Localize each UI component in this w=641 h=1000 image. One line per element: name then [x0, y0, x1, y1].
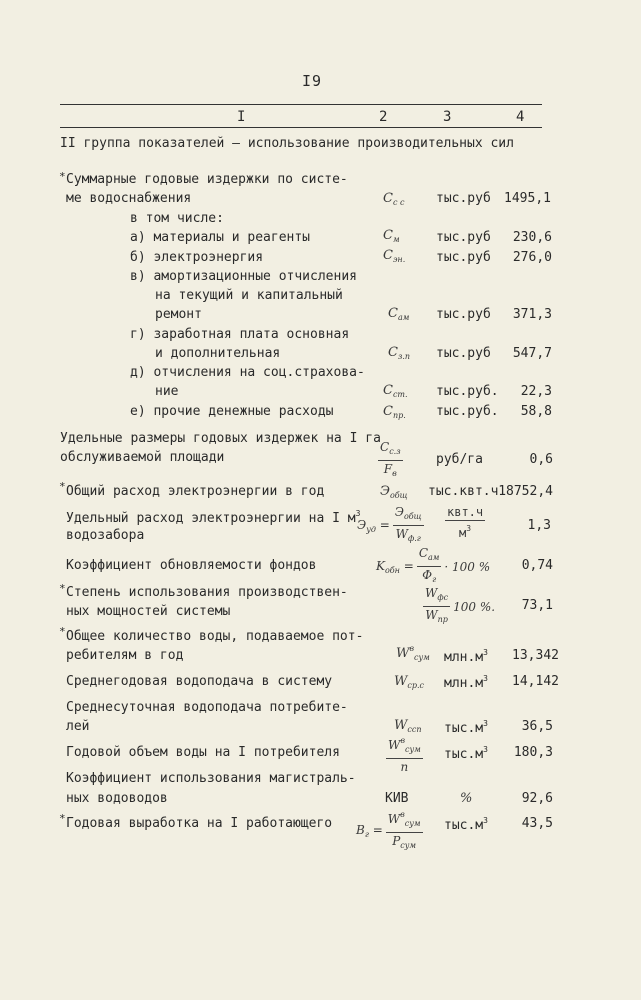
footnote-mark: *: [59, 812, 66, 825]
row-symbol: $C_{c c}$: [383, 191, 405, 207]
row-unit: тыс.руб.: [436, 404, 499, 419]
row-unit: тыс.руб: [436, 230, 491, 245]
row-label: Суммарные годовые издержки по систе-: [66, 172, 348, 187]
formula-expression: $B_г$ = $\frac{W^в_{сум}}{P_{сум}}$: [356, 810, 421, 850]
row-label: водозабора: [66, 528, 145, 543]
row-label: обслуживаемой площади: [60, 450, 225, 465]
row-label: ных водоводов: [66, 791, 168, 806]
row-label: а) материалы и реагенты: [130, 230, 311, 245]
row-symbol: $C_м$: [383, 228, 400, 244]
row-value: 73,1: [521, 598, 553, 613]
row-label: ных мощностей системы: [66, 604, 231, 619]
row-unit: $тыс.м^3$: [444, 745, 488, 762]
row-value: 0,6: [529, 452, 553, 467]
row-label: Удельный расход электроэнергии на I $м^3$: [66, 509, 361, 526]
row-unit: тыс.руб: [436, 346, 491, 361]
row-unit: $тыс.м^3$: [444, 719, 488, 736]
row-value: 22,3: [520, 384, 552, 399]
row-value: 0,74: [521, 558, 553, 573]
row-value: 58,8: [520, 404, 552, 419]
row-value: 180,3: [513, 745, 553, 760]
unit-fraction: квт.ч $м^3$: [447, 505, 484, 540]
formula-fraction: $W^в_{сум}$ n: [388, 736, 421, 774]
row-label: ние: [155, 384, 179, 399]
row-value: 92,6: [521, 791, 553, 806]
row-unit: тыс.руб: [436, 191, 491, 206]
page-number: I9: [302, 72, 323, 90]
row-symbol: $W_{ссп}$: [394, 718, 422, 734]
row-label: Коэффициент использования магистраль-: [66, 771, 356, 786]
row-label: в том числе:: [130, 211, 224, 226]
row-unit: %: [460, 791, 473, 806]
column-header-4: 4: [516, 109, 525, 125]
row-symbol: КИВ: [385, 791, 409, 806]
row-unit: $тыс.м^3$: [444, 816, 488, 833]
footnote-mark: *: [59, 170, 66, 183]
row-symbol: $W_{ср.с}$: [394, 674, 424, 690]
footnote-mark: *: [59, 480, 66, 493]
row-unit: $млн.м^3$: [444, 648, 488, 665]
row-label: лей: [66, 719, 90, 734]
row-label: и дополнительная: [155, 346, 281, 361]
row-label: ремонт: [155, 307, 202, 322]
row-label: в) амортизационные отчисления: [130, 269, 357, 284]
row-value: 547,7: [512, 346, 552, 361]
row-symbol: $C_{ам}$: [388, 306, 410, 322]
row-value: 230,6: [512, 230, 552, 245]
row-label: ме водоснабжения: [66, 191, 192, 206]
row-label: д) отчисления на соц.страхова-: [130, 365, 365, 380]
row-label: на текущий и капитальный: [155, 288, 343, 303]
footnote-mark: *: [59, 582, 66, 595]
row-unit: $млн.м^3$: [444, 674, 488, 691]
row-label: ребителям в год: [66, 648, 184, 663]
row-unit: руб/га: [436, 452, 483, 467]
column-header-2: 2: [379, 109, 388, 125]
row-symbol: $Э_{общ}$: [380, 484, 408, 500]
row-label: Годовой объем воды на I потребителя: [66, 745, 340, 760]
row-label: Годовая выработка на I работающего: [66, 816, 333, 831]
row-label: Коэффициент обновляемости фондов: [66, 558, 317, 573]
formula-expression: $\frac{W_{фс}}{W_{пр}}$ 100 %.: [425, 586, 496, 624]
row-label: Общий расход электроэнергии в год: [66, 484, 325, 499]
row-value: 1495,1: [504, 191, 551, 206]
formula-fraction: $C_{c.з}$ $F_в$: [380, 440, 401, 478]
row-unit: тыс.руб.: [436, 384, 499, 399]
row-value: 43,5: [521, 816, 553, 831]
row-unit: тыс.квт.ч: [428, 484, 499, 499]
table-top-rule: [60, 104, 542, 105]
column-header-1: I: [237, 109, 246, 125]
row-value: 1,3: [527, 518, 551, 533]
row-label: е) прочие денежные расходы: [130, 404, 334, 419]
row-symbol: $C_{з.п}$: [388, 345, 411, 361]
row-unit: тыс.руб: [436, 250, 491, 265]
row-label: Среднегодовая водоподача в систему: [66, 674, 333, 689]
row-label: Степень использования производствен-: [66, 585, 348, 600]
row-symbol: $C_{ст.}$: [383, 383, 408, 399]
row-label: Удельные размеры годовых издержек на I га: [60, 431, 381, 446]
row-value: 14,142: [512, 674, 559, 689]
row-unit: тыс.руб: [436, 307, 491, 322]
row-value: 371,3: [512, 307, 552, 322]
row-symbol: $W^в_{сум}$: [396, 644, 430, 662]
row-value: 18752,4: [498, 484, 553, 499]
row-symbol: $C_{пр.}$: [383, 404, 406, 420]
row-value: 13,342: [512, 648, 559, 663]
row-label: Среднесуточная водоподача потребите-: [66, 700, 348, 715]
row-value: 276,0: [512, 250, 552, 265]
formula-expression: $Э_{уд}$ = $\frac{Э_{общ}}{W_{ф.г}}$: [357, 505, 422, 543]
row-label: Общее количество воды, подаваемое пот-: [66, 629, 364, 644]
table-header-rule: [60, 127, 542, 128]
formula-expression: $K_{обн}$ = $\frac{C_{ам}}{Ф_г}$ · 100 %: [376, 546, 491, 584]
row-label: г) заработная плата основная: [130, 327, 350, 342]
footnote-mark: *: [59, 625, 66, 638]
row-label: б) электроэнергия: [130, 250, 264, 265]
row-symbol: $C_{эн.}$: [383, 248, 406, 264]
column-header-3: 3: [443, 109, 452, 125]
section-title: II группа показателей – использование производительных сил: [60, 136, 514, 151]
row-value: 36,5: [521, 719, 553, 734]
